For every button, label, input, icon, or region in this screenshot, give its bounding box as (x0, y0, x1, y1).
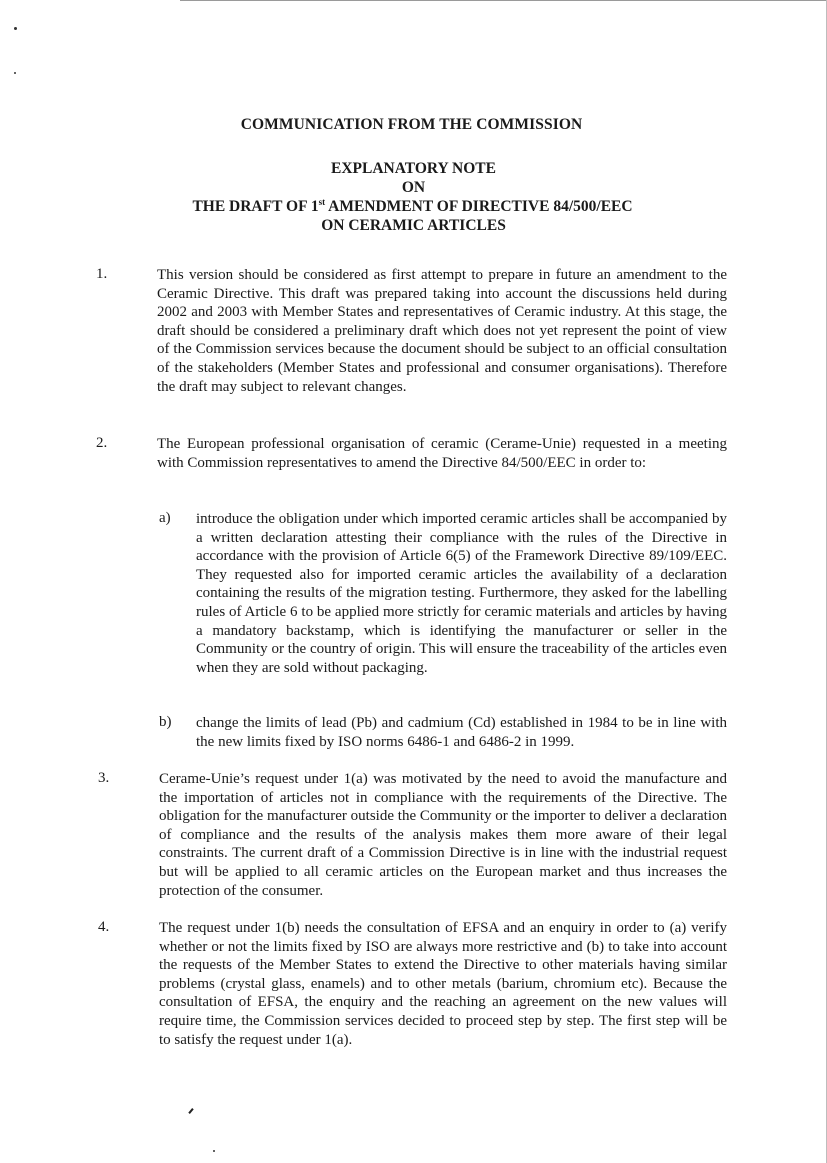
scan-speck (14, 27, 17, 30)
paragraph-number: 3. (98, 770, 110, 786)
scan-speck (14, 72, 16, 74)
pen-mark (188, 1108, 193, 1114)
paragraph-number: 2. (96, 435, 108, 451)
list-item-text: change the limits of lead (Pb) and cadmium (Cd) established in 1984 to be in line with the new limits fixed by ISO norms 6486-1 and 6486-2 in 1999. (196, 715, 727, 750)
paragraph-number: 4. (98, 919, 110, 935)
title-line: ON (401, 179, 426, 196)
title-text: AMENDMENT OF DIRECTIVE 84/500/EEC (325, 198, 633, 215)
list-item-label: a) (159, 510, 171, 526)
scan-speck (213, 1150, 215, 1152)
paragraph-text: The request under 1(b) needs the consultation of EFSA and an enquiry in order to (a) verify whether or not the limits fixed by ISO are always more restrictive and (b) to take into account the requests of the Member States to extend the Directive to other materials having similar problems (crystal glass, enamels) and to other metals (barium, chromium etc). Because the consultation of EFSA, the enquiry and the reaching an agreement on the new values will require time, the Commission services decided to proceed step by step. The first step will be to satisfy the request under 1(a). (159, 920, 727, 1048)
paragraph-text: Cerame-Unie’s request under 1(a) was motivated by the need to avoid the manufacture and the importation of articles not in compliance with the requirements of the Directive. The obligation for the manufacturer outside the Community or the importer to deliver a declaration of compliance and the results of the analysis makes them more aware of their legal constraints. The current draft of a Commission Directive is in line with the industrial request but will be applied to all ceramic articles on the European market and thus increases the protection of the consumer. (159, 771, 727, 899)
ordinal-superscript: st (318, 197, 326, 207)
paragraph-text: The European professional organisation of ceramic (Cerame-Unie) requested in a meeting with Commission representatives to amend the Directive 84/500/EEC in order to: (157, 436, 727, 471)
title-line: EXPLANATORY NOTE (331, 160, 496, 177)
title-line: ON CERAMIC ARTICLES (321, 217, 506, 234)
paragraph-text: This version should be considered as first attempt to prepare in future an amendment to the Ceramic Directive. This draft was prepared taking into account the discussions held during 2002 and 2003 with Member States and representatives of Ceramic industry. At this stage, the draft should be considered a preliminary draft which does not yet represent the point of view of the Commission services because the document should be subject to an official consultation of the stakeholders (Member States and professional and consumer organisations). Therefore the draft may subject to relevant changes. (157, 267, 727, 395)
list-item-label: b) (159, 714, 172, 730)
communication-heading: COMMUNICATION FROM THE COMMISSION (240, 116, 583, 133)
title-text: THE DRAFT OF 1 (192, 198, 319, 215)
list-item-text: introduce the obligation under which imported ceramic articles shall be accompanied by a written declaration attesting their compliance with the rules of the Directive in accordance with the provision of Article 6(5) of the Framework Directive 89/109/EEC. They requested also for imported ceramic articles the availability of a declaration containing the results of the migration testing. Furthermore, they asked for the labelling rules of Article 6 to be applied more strictly for ceramic materials and articles by having a mandatory backstamp, which is identifying the manufacturer or seller in the Community or the country of origin. This will ensure the traceability of the articles even when they are sold without packaging. (196, 511, 727, 676)
scan-edge-line (180, 0, 827, 1)
document-title (0, 159, 827, 235)
title-line (0, 197, 827, 216)
paragraph-number: 1. (96, 266, 108, 282)
